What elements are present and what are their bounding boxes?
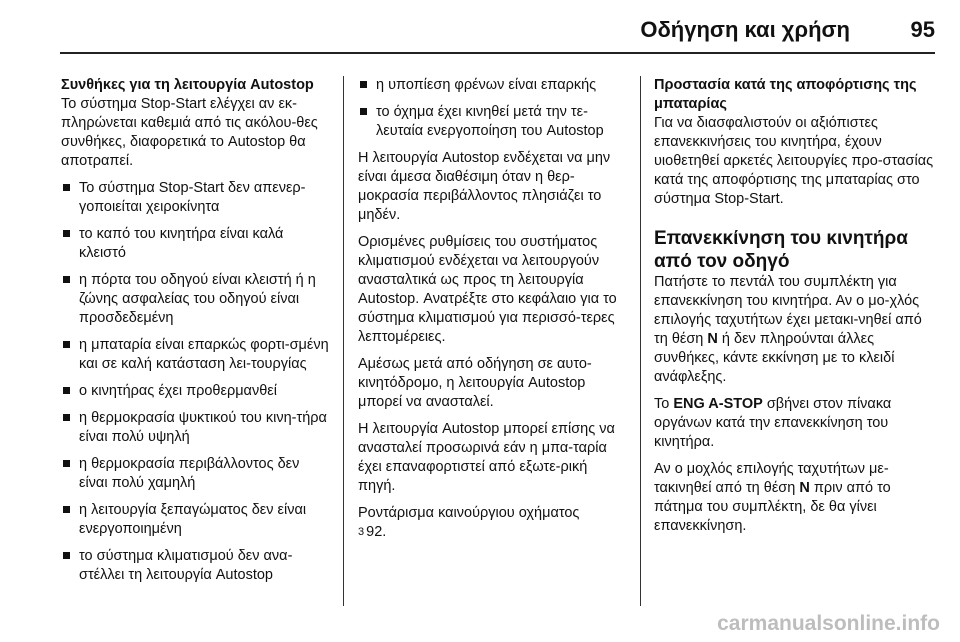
list-item [61, 501, 329, 539]
list-item-text: η υποπίεση φρένων είναι επαρκής [376, 77, 597, 93]
list-item [61, 271, 329, 328]
paragraph-text: Το [654, 396, 674, 412]
column-2 [358, 76, 628, 542]
list-item [61, 409, 329, 447]
bullet-icon [63, 414, 70, 421]
paragraph: Η λειτουργία Autostop μπορεί επίσης να ανασταλεί προσωρινά εάν η μπα-ταρία έχει επαναφορτιστεί από εξωτε-ρική πηγή. [358, 421, 615, 494]
eng-a-stop-indicator: ENG A-STOP [673, 396, 763, 412]
bullet-icon [63, 506, 70, 513]
autostop-conditions-heading: Συνθήκες για τη λειτουργία Autostop [61, 77, 314, 93]
paragraph-with-reference [358, 504, 628, 542]
bullet-icon [63, 276, 70, 283]
bullet-icon [360, 108, 367, 115]
list-item-text: η πόρτα του οδηγού είναι κλειστή ή η ζώνης ασφαλείας του οδηγού είναι προσδεδεμένη [79, 272, 316, 326]
autostop-conditions-intro: Το σύστημα Stop-Start ελέγχει αν εκ-πληρώνεται καθεμιά από τις ακόλου-θες συνθήκες, διαφορετικά το Autostop θα αποτραπεί. [61, 96, 318, 169]
column-divider-1 [343, 76, 344, 606]
paragraph-text: σβήνει στον πίνακα οργάνων κατά την επανεκκίνηση του κινητήρα. [654, 396, 892, 450]
gear-position-n: N [799, 480, 810, 496]
cross-reference-arrow-icon: 3 [358, 526, 365, 538]
paragraph-text: Πατήστε το πεντάλ του συμπλέκτη για επανεκκίνηση του κινητήρα. Αν ο μο-χλός επιλογής ταχυτήτων έχει μετακι-νηθεί από τη θέση [654, 274, 922, 347]
bullet-icon [63, 460, 70, 467]
list-item-text: το σύστημα κλιματισμού δεν ανα-στέλλει τη λειτουργία Autostop [79, 548, 293, 583]
paragraph [654, 395, 934, 452]
battery-protection-heading: Προστασία κατά της αποφόρτισης της μπαταρίας [654, 77, 917, 112]
list-item [61, 336, 329, 374]
bullet-icon [63, 387, 70, 394]
paragraph-text: πριν από το πάτημα του συμπλέκτη, δε θα γίνει επανεκκίνηση. [654, 480, 891, 534]
paragraph: Αμέσως μετά από οδήγηση σε αυτο-κινητόδρομο, η λειτουργία Autostop μπορεί να ανασταλεί. [358, 356, 592, 410]
list-item-text: ο κινητήρας έχει προθερμανθεί [79, 383, 277, 399]
list-item [358, 76, 628, 95]
paragraph-text: Αν ο μοχλός επιλογής ταχυτήτων με-τακινηθεί από τη θέση [654, 461, 889, 496]
paragraph: Η λειτουργία Autostop ενδέχεται να μην είναι άμεσα διαθέσιμη όταν η θερ-μοκρασία περιβάλλοντος πλησιάζει το μηδέν. [358, 150, 611, 223]
column-1 [61, 76, 329, 593]
autostop-conditions-list [61, 179, 329, 585]
bullet-icon [63, 341, 70, 348]
list-item [61, 179, 329, 217]
paragraph-text: Ροντάρισμα καινούργιου οχήματος [358, 505, 580, 521]
list-item-text: το όχημα έχει κινηθεί μετά την τε-λευταία ενεργοποίηση του Autostop [376, 104, 604, 139]
list-item [61, 455, 329, 493]
bullet-icon [63, 184, 70, 191]
list-item-text: η θερμοκρασία ψυκτικού του κινη-τήρα είναι πολύ υψηλή [79, 410, 327, 445]
list-item [358, 103, 628, 141]
list-item-text: η λειτουργία ξεπαγώματος δεν είναι ενεργοποιημένη [79, 502, 307, 537]
list-item-text: Το σύστημα Stop-Start δεν απενερ-γοποιείται χειροκίνητα [79, 180, 306, 215]
paragraph [654, 273, 934, 387]
page-title: Οδήγηση και χρήση [640, 17, 850, 42]
page-number: 95 [910, 17, 935, 42]
cross-reference-link[interactable]: 92. [366, 524, 387, 540]
column-divider-2 [640, 76, 641, 606]
list-item [61, 382, 329, 401]
list-item-text: η μπαταρία είναι επαρκώς φορτι-σμένη και σε καλή κατάσταση λει-τουργίας [79, 337, 329, 372]
section-title: Επανεκκίνηση του κινητήρα από τον οδηγό [654, 228, 908, 272]
paragraph [654, 460, 934, 536]
bullet-icon [63, 230, 70, 237]
paragraph-text: ή δεν πληρούνται άλλες συνθήκες, κάντε εκκίνηση με το κλειδί ανάφλεξης. [654, 331, 895, 385]
paragraph: Ορισμένες ρυθμίσεις του συστήματος κλιματισμού ενδέχεται να λειτουργούν ανασταλτικά ως προς τη λειτουργία Autostop. Ανατρέξτε στο κεφάλαιο για το σύστημα κλιματισμού για περισσό-τερες λεπτομέρειες. [358, 234, 617, 345]
list-item [61, 547, 329, 585]
bullet-icon [63, 552, 70, 559]
column-3 [654, 76, 934, 544]
list-item [61, 225, 329, 263]
paragraph: Για να διασφαλιστούν οι αξιόπιστες επανεκκινήσεις του κινητήρα, έχουν υιοθετηθεί αρκετές λειτουργίες προ-στασίας κατά της αποφόρτισης της μπαταρίας στο σύστημα Stop-Start. [654, 115, 934, 207]
bullet-icon [360, 81, 367, 88]
header-divider [60, 52, 935, 54]
list-item-text: η θερμοκρασία περιβάλλοντος δεν είναι πολύ χαμηλή [79, 456, 300, 491]
watermark: carmanualsonline.info [717, 612, 940, 635]
list-item-text: το καπό του κινητήρα είναι καλά κλειστό [79, 226, 284, 261]
autostop-conditions-list-continued [358, 76, 628, 141]
gear-position-n: N [707, 331, 718, 347]
